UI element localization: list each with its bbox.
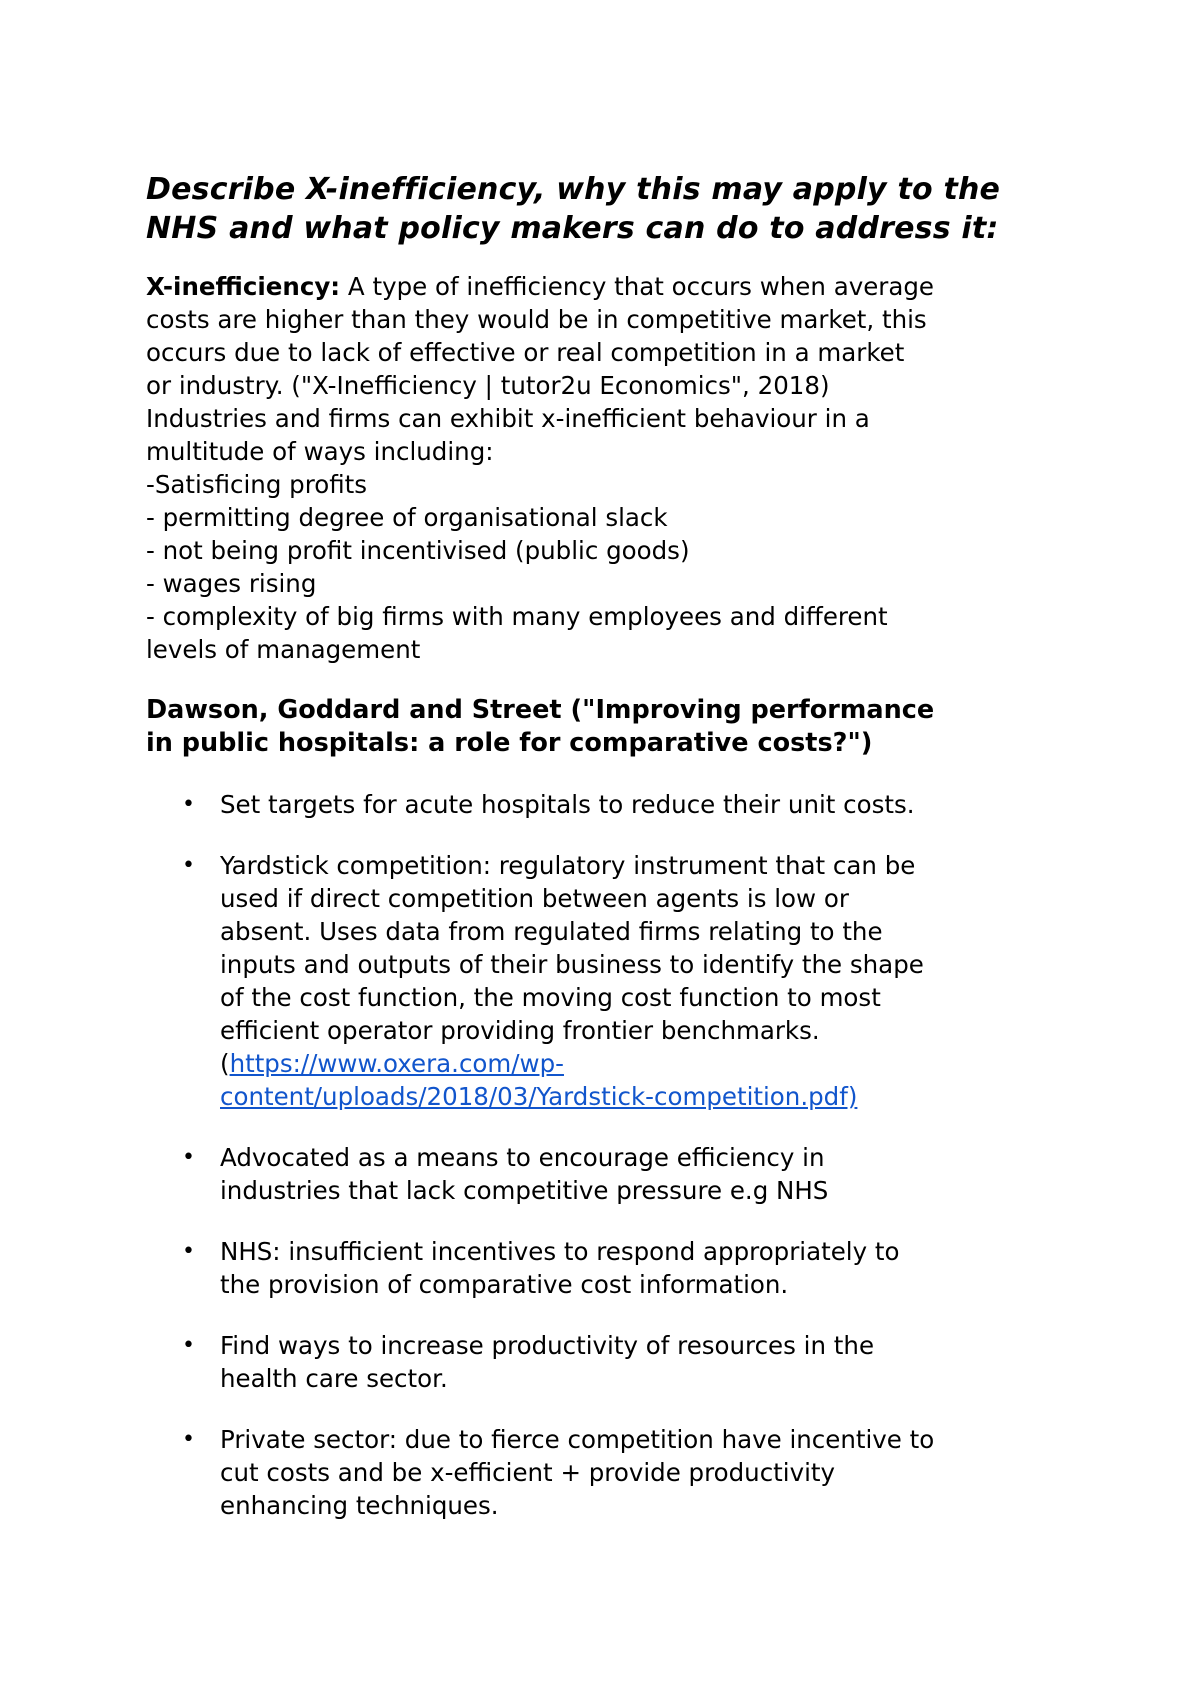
- definition-line: Industries and firms can exhibit x-inefficient behaviour in a: [146, 404, 870, 433]
- bullet-list: [146, 788, 1086, 1522]
- definition-line: multitude of ways including:: [146, 437, 494, 466]
- bullet-item: [146, 849, 1086, 1113]
- bullet-line: the provision of comparative cost information.: [220, 1270, 789, 1299]
- definition-line: costs are higher than they would be in competitive market, this: [146, 305, 927, 334]
- bullet-icon: •: [182, 853, 195, 878]
- definition-list-item: - not being profit incentivised (public goods): [146, 536, 690, 565]
- section-heading: [146, 694, 1086, 760]
- bullet-line: used if direct competition between agents is low or: [220, 884, 849, 913]
- definition-list-item: -Satisficing profits: [146, 470, 368, 499]
- bullet-line: Private sector: due to fierce competition have incentive to: [220, 1425, 935, 1454]
- bullet-line: Yardstick competition: regulatory instrument that can be: [220, 851, 916, 880]
- section-heading-line: Dawson, Goddard and Street ("Improving performance: [146, 695, 935, 725]
- bullet-line: inputs and outputs of their business to identify the shape: [220, 950, 924, 979]
- definition-list-item: - complexity of big firms with many employees and different: [146, 602, 888, 631]
- bullet-item: [146, 1141, 1086, 1207]
- definition-list-item: - wages rising: [146, 569, 317, 598]
- bullet-line: cut costs and be x-efficient + provide productivity: [220, 1458, 836, 1487]
- bullet-item: [146, 1423, 1086, 1522]
- title-line: NHS and what policy makers can do to address it:: [146, 211, 999, 246]
- bullet-line: of the cost function, the moving cost function to most: [220, 983, 881, 1012]
- definition-first-line: [146, 270, 1086, 303]
- section-heading-line: in public hospitals: a role for comparative costs?"): [146, 728, 873, 758]
- reference-link-line: [220, 1080, 1086, 1113]
- document-title: [146, 170, 1086, 248]
- bullet-line: absent. Uses data from regulated firms relating to the: [220, 917, 883, 946]
- bullet-line: Find ways to increase productivity of resources in the: [220, 1331, 875, 1360]
- bullet-icon: •: [182, 792, 195, 817]
- reference-link[interactable]: content/uploads/2018/03/Yardstick-competition.pdf): [220, 1082, 858, 1111]
- reference-link-line: [220, 1047, 1086, 1080]
- bullet-icon: •: [182, 1239, 195, 1264]
- bullet-line: industries that lack competitive pressure e.g NHS: [220, 1176, 829, 1205]
- bullet-line: health care sector.: [220, 1364, 448, 1393]
- document-page: [146, 170, 1086, 1550]
- bullet-item: [146, 788, 1086, 821]
- title-line: Describe X-inefficiency, why this may apply to the: [146, 172, 1001, 207]
- definition-line: or industry. ("X-Inefficiency | tutor2u Economics", 2018): [146, 371, 830, 400]
- definition-term: X-inefficiency:: [146, 272, 341, 301]
- bullet-line: Set targets for acute hospitals to reduce their unit costs.: [220, 790, 915, 819]
- bullet-line: NHS: insufficient incentives to respond appropriately to: [220, 1237, 900, 1266]
- definition-list-item: levels of management: [146, 635, 421, 664]
- link-prefix: (: [220, 1049, 230, 1078]
- bullet-item: [146, 1235, 1086, 1301]
- definition-line: occurs due to lack of effective or real competition in a market: [146, 338, 905, 367]
- bullet-icon: •: [182, 1145, 195, 1170]
- bullet-line: enhancing techniques.: [220, 1491, 499, 1520]
- bullet-icon: •: [182, 1333, 195, 1358]
- bullet-item: [146, 1329, 1086, 1395]
- bullet-icon: •: [182, 1427, 195, 1452]
- reference-link[interactable]: https://www.oxera.com/wp-: [229, 1049, 564, 1078]
- bullet-line: Advocated as a means to encourage efficiency in: [220, 1143, 825, 1172]
- definition-paragraph: [146, 270, 1086, 666]
- definition-text: A type of inefficiency that occurs when average: [340, 272, 934, 301]
- bullet-line: efficient operator providing frontier benchmarks.: [220, 1016, 820, 1045]
- definition-list-item: - permitting degree of organisational slack: [146, 503, 668, 532]
